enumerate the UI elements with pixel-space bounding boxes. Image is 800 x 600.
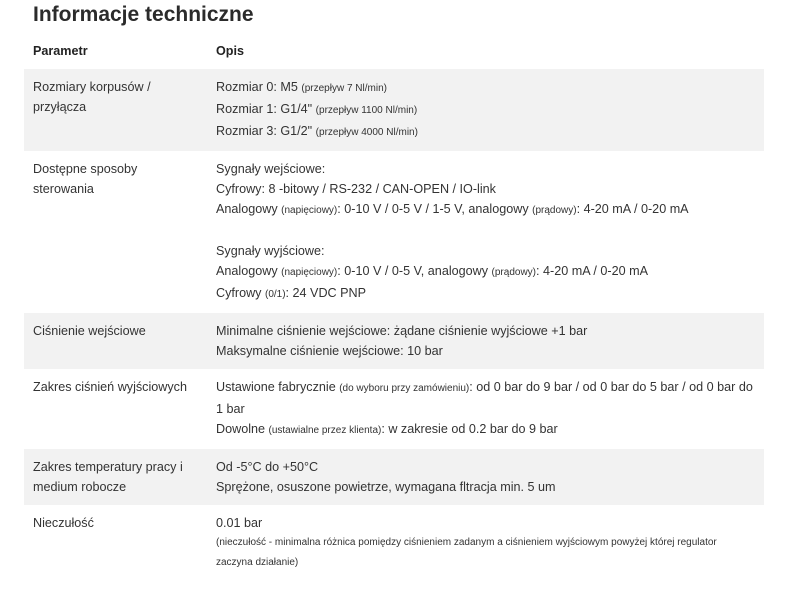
table-row [24,69,764,151]
param-cell: Zakres temperatury pracy i medium robocze [24,449,207,505]
table-row [24,151,764,313]
desc-line: Maksymalne ciśnienie wejściowe: 10 bar [216,344,443,358]
desc-text: Dowolne [216,422,266,436]
desc-text: Cyfrowy [216,286,262,300]
desc-cell [207,151,764,313]
desc-text: : 24 VDC PNP [285,286,367,300]
param-cell: Rozmiary korpusów / przyłącza [24,69,207,151]
desc-note: (przepływ 1100 Nl/min) [315,105,418,116]
desc-line [216,419,755,441]
desc-line [216,121,755,143]
desc-line: Sprężone, osuszone powietrze, wymagana fltracja min. 5 um [216,480,556,494]
desc-text: Rozmiar 0: M5 [216,80,298,94]
desc-text: Analogowy [216,202,278,216]
tech-info-table [24,34,764,581]
desc-line [216,77,755,99]
desc-line: 0.01 bar [216,516,263,530]
desc-note: (do wyboru przy zamówieniu) [339,383,470,394]
desc-cell [207,369,764,449]
desc-line [216,99,755,121]
desc-line [216,261,755,283]
desc-text: Rozmiar 3: G1/2" [216,124,313,138]
desc-line: Minimalne ciśnienie wejściowe: żądane ciśnienie wyjściowe +1 bar [216,324,588,338]
desc-text: : od 0 bar do 9 bar / od 0 bar do 5 bar / od 0 bar do 1 bar [216,380,753,416]
desc-text: : 4-20 mA / 0-20 mA [576,202,689,216]
param-cell: Zakres ciśnień wyjściowych [33,380,187,394]
header-opis: Opis [216,44,244,58]
desc-note: (napięciowy) [281,205,338,216]
desc-cell [207,505,764,581]
table-row [24,313,764,369]
desc-note: (przepływ 7 Nl/min) [301,83,387,94]
desc-line: Sygnały wyjściowe: [216,244,325,258]
header-parametr: Parametr [33,44,88,58]
param-cell: Ciśnienie wejściowe [24,313,207,369]
desc-text: Analogowy [216,264,278,278]
desc-line: Od -5°C do +50°C [216,460,319,474]
desc-line [216,199,755,221]
desc-line: Sygnały wejściowe: [216,162,326,176]
spacer [216,221,755,241]
desc-text: Rozmiar 1: G1/4" [216,102,313,116]
table-header-row [24,34,764,69]
desc-note: (0/1) [264,289,286,300]
param-cell: Nieczułość [33,516,94,530]
table-row [24,369,764,449]
desc-cell [207,313,764,369]
desc-note: (nieczułość - minimalna różnica pomiędzy ciśnieniem zadanym a ciśnieniem wyjściowym powyżej której regulator zaczyna działanie) [216,537,717,568]
desc-note: (napięciowy) [281,267,338,278]
desc-note: (przepływ 4000 Nl/min) [315,127,418,138]
desc-note: (prądowy) [532,205,577,216]
desc-text: : 4-20 mA / 0-20 mA [536,264,648,278]
param-cell: Dostępne sposoby sterowania [33,162,138,196]
desc-line: Cyfrowy: 8 -bitowy / RS-232 / CAN-OPEN / IO-link [216,182,496,196]
table-row [24,449,764,505]
desc-text: : w zakresie od 0.2 bar do 9 bar [381,422,558,436]
desc-text: Ustawione fabrycznie [216,380,336,394]
desc-line [216,377,755,419]
desc-cell [207,449,764,505]
desc-cell [207,69,764,151]
desc-line [216,283,755,305]
table-row [24,505,764,581]
desc-note: (ustawialne przez klienta) [268,425,382,436]
desc-text: : 0-10 V / 0-5 V / 1-5 V, analogowy [337,202,529,216]
desc-text: : 0-10 V / 0-5 V, analogowy [337,264,489,278]
page-title: Informacje techniczne [33,3,254,26]
desc-note: (prądowy) [491,267,536,278]
